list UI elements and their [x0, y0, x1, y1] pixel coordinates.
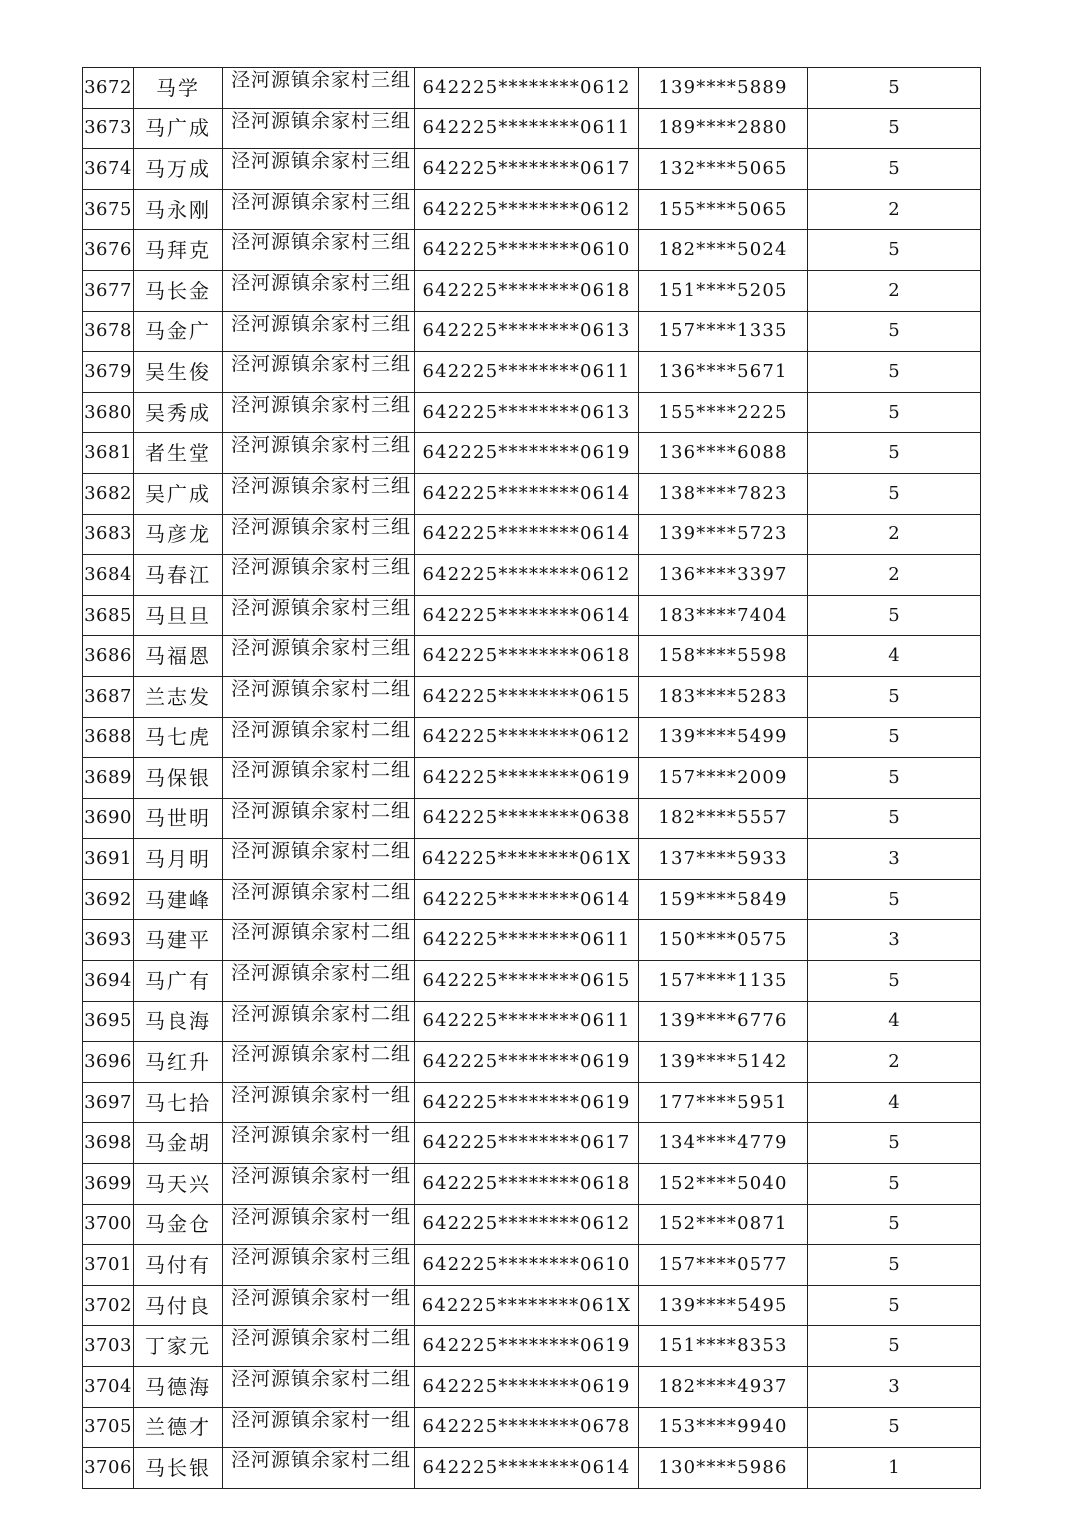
id-number-cell: 642225********0612 [415, 1204, 639, 1245]
serial-number-cell: 3705 [83, 1407, 134, 1448]
name-cell: 马金仓 [134, 1204, 223, 1245]
id-number-cell: 642225********0618 [415, 270, 639, 311]
table-row [83, 879, 981, 920]
household-count-cell: 2 [808, 555, 981, 596]
phone-cell: 139****5499 [639, 717, 808, 758]
household-count-cell: 5 [808, 433, 981, 474]
household-count-cell: 2 [808, 514, 981, 555]
household-count-cell: 5 [808, 352, 981, 393]
id-number-cell: 642225********0610 [415, 1245, 639, 1286]
household-count-cell: 5 [808, 108, 981, 149]
table-row [83, 595, 981, 636]
household-count-cell: 3 [808, 920, 981, 961]
id-number-cell: 642225********0615 [415, 676, 639, 717]
table-row [83, 676, 981, 717]
phone-cell: 134****4779 [639, 1123, 808, 1164]
serial-number-cell: 3687 [83, 676, 134, 717]
address-cell [223, 1001, 415, 1042]
address-cell [223, 555, 415, 596]
id-number-cell: 642225********0619 [415, 1367, 639, 1408]
household-count-cell: 2 [808, 1042, 981, 1083]
name-cell: 丁家元 [134, 1326, 223, 1367]
phone-cell: 132****5065 [639, 149, 808, 190]
serial-number-cell: 3697 [83, 1082, 134, 1123]
serial-number-cell: 3704 [83, 1367, 134, 1408]
address-text: 泾河源镇余家村三组 [231, 70, 412, 91]
address-cell [223, 595, 415, 636]
address-cell [223, 189, 415, 230]
name-cell: 马春江 [134, 555, 223, 596]
id-number-cell: 642225********0612 [415, 717, 639, 758]
table-row [83, 1448, 981, 1489]
id-number-cell: 642225********0619 [415, 1326, 639, 1367]
phone-cell: 138****7823 [639, 473, 808, 514]
address-cell [223, 758, 415, 799]
phone-cell: 158****5598 [639, 636, 808, 677]
name-cell: 吴秀成 [134, 392, 223, 433]
id-number-cell: 642225********0617 [415, 1123, 639, 1164]
id-number-cell: 642225********061X [415, 1285, 639, 1326]
id-number-cell: 642225********0619 [415, 1042, 639, 1083]
name-cell: 马世明 [134, 798, 223, 839]
address-cell [223, 1042, 415, 1083]
phone-cell: 189****2880 [639, 108, 808, 149]
table-row [83, 798, 981, 839]
name-cell: 马旦旦 [134, 595, 223, 636]
address-cell [223, 717, 415, 758]
table-row [83, 1326, 981, 1367]
serial-number-cell: 3698 [83, 1123, 134, 1164]
household-count-cell: 5 [808, 961, 981, 1002]
table-row [83, 149, 981, 190]
address-text: 泾河源镇余家村三组 [231, 110, 412, 132]
id-number-cell: 642225********0617 [415, 149, 639, 190]
phone-cell: 157****0577 [639, 1245, 808, 1286]
address-cell [223, 1082, 415, 1123]
table-row [83, 433, 981, 474]
household-count-cell: 1 [808, 1448, 981, 1489]
name-cell: 马彦龙 [134, 514, 223, 555]
address-cell [223, 433, 415, 474]
name-cell: 马金广 [134, 311, 223, 352]
household-count-cell: 3 [808, 839, 981, 880]
phone-cell: 182****4937 [639, 1367, 808, 1408]
serial-number-cell: 3706 [83, 1448, 134, 1489]
address-text: 泾河源镇余家村三组 [231, 313, 412, 335]
address-text: 泾河源镇余家村三组 [231, 394, 412, 416]
id-number-cell: 642225********0614 [415, 514, 639, 555]
name-cell: 马保银 [134, 758, 223, 799]
address-text: 泾河源镇余家村三组 [231, 435, 412, 457]
household-count-cell: 3 [808, 1367, 981, 1408]
id-number-cell: 642225********0678 [415, 1407, 639, 1448]
household-count-cell: 4 [808, 636, 981, 677]
address-text: 泾河源镇余家村三组 [231, 557, 412, 579]
household-count-cell: 5 [808, 1164, 981, 1205]
name-cell: 马七虎 [134, 717, 223, 758]
household-count-cell: 5 [808, 717, 981, 758]
household-count-cell: 5 [808, 149, 981, 190]
serial-number-cell: 3690 [83, 798, 134, 839]
table-row [83, 1042, 981, 1083]
address-text: 泾河源镇余家村一组 [231, 1084, 412, 1106]
address-cell [223, 920, 415, 961]
address-cell [223, 879, 415, 920]
serial-number-cell: 3702 [83, 1285, 134, 1326]
phone-cell: 139****5142 [639, 1042, 808, 1083]
phone-cell: 130****5986 [639, 1448, 808, 1489]
table-row [83, 1245, 981, 1286]
household-count-cell: 5 [808, 595, 981, 636]
id-number-cell: 642225********0614 [415, 473, 639, 514]
table-row [83, 1367, 981, 1408]
serial-number-cell: 3680 [83, 392, 134, 433]
serial-number-cell: 3700 [83, 1204, 134, 1245]
phone-cell: 182****5024 [639, 230, 808, 271]
serial-number-cell: 3676 [83, 230, 134, 271]
address-text: 泾河源镇余家村二组 [231, 719, 412, 741]
household-count-cell: 5 [808, 392, 981, 433]
serial-number-cell: 3678 [83, 311, 134, 352]
id-number-cell: 642225********0614 [415, 595, 639, 636]
serial-number-cell: 3679 [83, 352, 134, 393]
address-text: 泾河源镇余家村三组 [231, 272, 412, 294]
serial-number-cell: 3689 [83, 758, 134, 799]
phone-cell: 182****5557 [639, 798, 808, 839]
phone-cell: 137****5933 [639, 839, 808, 880]
name-cell: 马拜克 [134, 230, 223, 271]
name-cell: 马七拾 [134, 1082, 223, 1123]
household-count-cell: 5 [808, 676, 981, 717]
name-cell: 马福恩 [134, 636, 223, 677]
name-cell: 马金胡 [134, 1123, 223, 1164]
household-count-cell: 5 [808, 1245, 981, 1286]
name-cell: 兰德才 [134, 1407, 223, 1448]
phone-cell: 152****5040 [639, 1164, 808, 1205]
serial-number-cell: 3675 [83, 189, 134, 230]
id-number-cell: 642225********0614 [415, 879, 639, 920]
address-text: 泾河源镇余家村一组 [231, 1166, 412, 1188]
serial-number-cell: 3696 [83, 1042, 134, 1083]
name-cell: 马良海 [134, 1001, 223, 1042]
table-row [83, 1285, 981, 1326]
serial-number-cell: 3674 [83, 149, 134, 190]
id-number-cell: 642225********0612 [415, 189, 639, 230]
serial-number-cell: 3694 [83, 961, 134, 1002]
table-row [83, 270, 981, 311]
table-row [83, 352, 981, 393]
id-number-cell: 642225********0619 [415, 433, 639, 474]
serial-number-cell: 3693 [83, 920, 134, 961]
name-cell: 马月明 [134, 839, 223, 880]
household-count-cell: 5 [808, 1204, 981, 1245]
address-text: 泾河源镇余家村三组 [231, 475, 412, 497]
table-row [83, 758, 981, 799]
phone-cell: 177****5951 [639, 1082, 808, 1123]
household-count-cell: 4 [808, 1082, 981, 1123]
address-text: 泾河源镇余家村二组 [231, 1003, 412, 1025]
id-number-cell: 642225********0612 [415, 68, 639, 109]
id-number-cell: 642225********0619 [415, 758, 639, 799]
address-cell [223, 270, 415, 311]
address-cell [223, 311, 415, 352]
address-cell [223, 1245, 415, 1286]
serial-number-cell: 3695 [83, 1001, 134, 1042]
household-count-cell: 5 [808, 473, 981, 514]
serial-number-cell: 3681 [83, 433, 134, 474]
address-text: 泾河源镇余家村二组 [231, 963, 412, 985]
phone-cell: 151****8353 [639, 1326, 808, 1367]
name-cell: 马永刚 [134, 189, 223, 230]
address-text: 泾河源镇余家村二组 [231, 678, 412, 700]
serial-number-cell: 3701 [83, 1245, 134, 1286]
household-count-cell: 5 [808, 879, 981, 920]
name-cell: 兰志发 [134, 676, 223, 717]
table-row [83, 1407, 981, 1448]
id-number-cell: 642225********0611 [415, 1001, 639, 1042]
phone-cell: 183****5283 [639, 676, 808, 717]
address-cell [223, 149, 415, 190]
household-count-cell: 2 [808, 270, 981, 311]
table-row [83, 839, 981, 880]
serial-number-cell: 3686 [83, 636, 134, 677]
name-cell: 马学 [134, 68, 223, 109]
table-row [83, 68, 981, 109]
address-text: 泾河源镇余家村三组 [231, 151, 412, 173]
name-cell: 马德海 [134, 1367, 223, 1408]
phone-cell: 136****3397 [639, 555, 808, 596]
phone-cell: 139****5723 [639, 514, 808, 555]
name-cell: 马红升 [134, 1042, 223, 1083]
roster-table [82, 67, 981, 1489]
name-cell: 马万成 [134, 149, 223, 190]
address-cell [223, 1407, 415, 1448]
address-text: 泾河源镇余家村二组 [231, 841, 412, 863]
id-number-cell: 642225********0611 [415, 920, 639, 961]
id-number-cell: 642225********0619 [415, 1082, 639, 1123]
id-number-cell: 642225********0611 [415, 108, 639, 149]
address-text: 泾河源镇余家村二组 [231, 922, 412, 944]
address-text: 泾河源镇余家村三组 [231, 191, 412, 213]
address-cell [223, 392, 415, 433]
id-number-cell: 642225********0614 [415, 1448, 639, 1489]
table-row [83, 311, 981, 352]
address-text: 泾河源镇余家村一组 [231, 1287, 412, 1309]
serial-number-cell: 3691 [83, 839, 134, 880]
serial-number-cell: 3685 [83, 595, 134, 636]
address-cell [223, 676, 415, 717]
household-count-cell: 5 [808, 1123, 981, 1164]
id-number-cell: 642225********0638 [415, 798, 639, 839]
phone-cell: 150****0575 [639, 920, 808, 961]
phone-cell: 153****9940 [639, 1407, 808, 1448]
household-count-cell: 5 [808, 230, 981, 271]
household-count-cell: 5 [808, 758, 981, 799]
household-count-cell: 5 [808, 1407, 981, 1448]
address-text: 泾河源镇余家村二组 [231, 800, 412, 822]
address-cell [223, 798, 415, 839]
table-row [83, 108, 981, 149]
table-row [83, 189, 981, 230]
serial-number-cell: 3683 [83, 514, 134, 555]
table-row [83, 230, 981, 271]
name-cell: 马广有 [134, 961, 223, 1002]
phone-cell: 152****0871 [639, 1204, 808, 1245]
address-cell [223, 1285, 415, 1326]
address-text: 泾河源镇余家村三组 [231, 597, 412, 619]
address-text: 泾河源镇余家村一组 [231, 1125, 412, 1147]
name-cell: 马天兴 [134, 1164, 223, 1205]
serial-number-cell: 3672 [83, 68, 134, 109]
table-row [83, 636, 981, 677]
address-cell [223, 1123, 415, 1164]
table-row [83, 961, 981, 1002]
address-text: 泾河源镇余家村二组 [231, 1369, 412, 1390]
address-text: 泾河源镇余家村二组 [231, 881, 412, 903]
name-cell: 马付良 [134, 1285, 223, 1326]
address-text: 泾河源镇余家村一组 [231, 1206, 412, 1228]
address-cell [223, 1164, 415, 1205]
id-number-cell: 642225********0613 [415, 311, 639, 352]
address-cell [223, 1448, 415, 1489]
address-cell [223, 108, 415, 149]
household-count-cell: 4 [808, 1001, 981, 1042]
serial-number-cell: 3682 [83, 473, 134, 514]
name-cell: 马长金 [134, 270, 223, 311]
address-cell [223, 636, 415, 677]
phone-cell: 155****2225 [639, 392, 808, 433]
serial-number-cell: 3703 [83, 1326, 134, 1367]
phone-cell: 159****5849 [639, 879, 808, 920]
phone-cell: 136****5671 [639, 352, 808, 393]
table-row [83, 717, 981, 758]
household-count-cell: 5 [808, 798, 981, 839]
id-number-cell: 642225********0610 [415, 230, 639, 271]
address-cell [223, 839, 415, 880]
address-cell [223, 68, 415, 109]
table-row [83, 1123, 981, 1164]
phone-cell: 139****6776 [639, 1001, 808, 1042]
household-count-cell: 5 [808, 1285, 981, 1326]
address-text: 泾河源镇余家村三组 [231, 516, 412, 538]
address-text: 泾河源镇余家村二组 [231, 1450, 412, 1472]
serial-number-cell: 3684 [83, 555, 134, 596]
phone-cell: 139****5889 [639, 68, 808, 109]
phone-cell: 139****5495 [639, 1285, 808, 1326]
address-cell [223, 961, 415, 1002]
household-count-cell: 2 [808, 189, 981, 230]
address-cell [223, 1204, 415, 1245]
name-cell: 马付有 [134, 1245, 223, 1286]
serial-number-cell: 3692 [83, 879, 134, 920]
table-row [83, 392, 981, 433]
serial-number-cell: 3688 [83, 717, 134, 758]
address-text: 泾河源镇余家村二组 [231, 760, 412, 782]
household-count-cell: 5 [808, 68, 981, 109]
name-cell: 马建平 [134, 920, 223, 961]
table-row [83, 920, 981, 961]
table-row [83, 1001, 981, 1042]
name-cell: 马广成 [134, 108, 223, 149]
serial-number-cell: 3677 [83, 270, 134, 311]
name-cell: 者生堂 [134, 433, 223, 474]
table-row [83, 473, 981, 514]
name-cell: 马长银 [134, 1448, 223, 1489]
address-cell [223, 1367, 415, 1408]
name-cell: 吴生俊 [134, 352, 223, 393]
address-cell [223, 230, 415, 271]
address-cell [223, 1326, 415, 1367]
address-text: 泾河源镇余家村二组 [231, 1044, 412, 1066]
phone-cell: 151****5205 [639, 270, 808, 311]
address-text: 泾河源镇余家村三组 [231, 1247, 412, 1269]
id-number-cell: 642225********0618 [415, 636, 639, 677]
table-row [83, 1204, 981, 1245]
id-number-cell: 642225********0618 [415, 1164, 639, 1205]
phone-cell: 157****1335 [639, 311, 808, 352]
phone-cell: 183****7404 [639, 595, 808, 636]
address-text: 泾河源镇余家村二组 [231, 1328, 412, 1350]
serial-number-cell: 3673 [83, 108, 134, 149]
id-number-cell: 642225********0615 [415, 961, 639, 1002]
phone-cell: 136****6088 [639, 433, 808, 474]
address-text: 泾河源镇余家村一组 [231, 1409, 412, 1431]
name-cell: 马建峰 [134, 879, 223, 920]
address-text: 泾河源镇余家村三组 [231, 354, 412, 376]
address-cell [223, 352, 415, 393]
address-cell [223, 514, 415, 555]
household-count-cell: 5 [808, 1326, 981, 1367]
address-text: 泾河源镇余家村三组 [231, 232, 412, 254]
id-number-cell: 642225********0613 [415, 392, 639, 433]
table-row [83, 555, 981, 596]
roster-table-body [83, 68, 981, 1489]
table-row [83, 1082, 981, 1123]
name-cell: 吴广成 [134, 473, 223, 514]
phone-cell: 157****1135 [639, 961, 808, 1002]
phone-cell: 157****2009 [639, 758, 808, 799]
id-number-cell: 642225********0612 [415, 555, 639, 596]
address-text: 泾河源镇余家村三组 [231, 638, 412, 660]
address-cell [223, 473, 415, 514]
table-row [83, 1164, 981, 1205]
household-count-cell: 5 [808, 311, 981, 352]
serial-number-cell: 3699 [83, 1164, 134, 1205]
table-row [83, 514, 981, 555]
id-number-cell: 642225********061X [415, 839, 639, 880]
phone-cell: 155****5065 [639, 189, 808, 230]
id-number-cell: 642225********0611 [415, 352, 639, 393]
